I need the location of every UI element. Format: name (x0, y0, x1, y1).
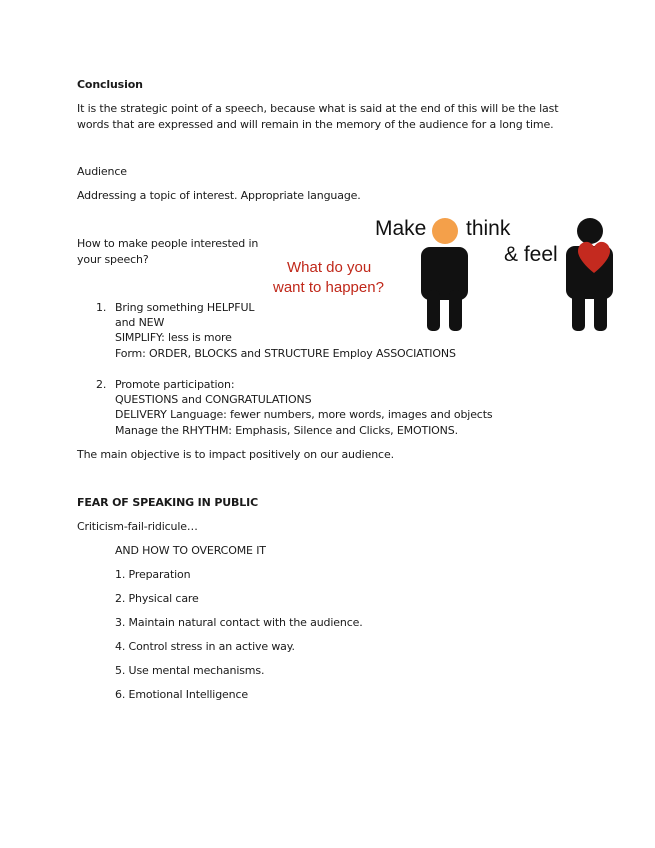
person-right-icon (566, 218, 613, 331)
question-line2: your speech? (77, 253, 149, 266)
list1-line: Form: ORDER, BLOCKS and STRUCTURE Employ ASSOCIATIONS (115, 347, 456, 360)
conclusion-heading: Conclusion (77, 78, 143, 91)
make-label: Make (375, 217, 427, 240)
main-objective: The main objective is to impact positively on our audience. (77, 448, 394, 461)
list2-line: QUESTIONS and CONGRATULATIONS (115, 393, 312, 406)
fear-heading: FEAR OF SPEAKING IN PUBLIC (77, 496, 259, 509)
figure-svg (270, 210, 620, 340)
audience-heading: Audience (77, 165, 127, 178)
fear-item: 3. Maintain natural contact with the audience. (115, 616, 363, 629)
list2-number: 2. (96, 378, 107, 391)
list1-line: and NEW (115, 316, 165, 329)
list2-line: DELIVERY Language: fewer numbers, more words, images and objects (115, 408, 493, 421)
conclusion-text-line1: It is the strategic point of a speech, because what is said at the end of this will be the last (77, 102, 559, 115)
fear-item: 1. Preparation (115, 568, 191, 581)
question-line1: How to make people interested in (77, 237, 259, 250)
fear-subtitle: Criticism-fail-ridicule… (77, 520, 198, 533)
audience-text: Addressing a topic of interest. Appropriate language. (77, 189, 361, 202)
person-left-icon (421, 247, 468, 331)
what-do-you-label: What do you (287, 259, 372, 276)
list1-number: 1. (96, 301, 107, 314)
fear-item: 4. Control stress in an active way. (115, 640, 295, 653)
make-think-feel-figure (270, 210, 620, 340)
conclusion-text-line2: words that are expressed and will remain in the memory of the audience for a long time. (77, 118, 554, 131)
overcome-heading: AND HOW TO OVERCOME IT (115, 544, 266, 557)
think-label: think (466, 217, 511, 240)
list1-line: Bring something HELPFUL (115, 301, 255, 314)
feel-label: & feel (504, 243, 558, 266)
want-to-happen-label: want to happen? (273, 279, 384, 296)
fear-item: 2. Physical care (115, 592, 199, 605)
fear-item: 6. Emotional Intelligence (115, 688, 249, 701)
list1-line: SIMPLIFY: less is more (115, 331, 232, 344)
list2-line: Manage the RHYTHM: Emphasis, Silence and Clicks, EMOTIONS. (115, 424, 458, 437)
person-head-orange (432, 218, 458, 244)
list2-line: Promote participation: (115, 378, 235, 391)
fear-item: 5. Use mental mechanisms. (115, 664, 265, 677)
